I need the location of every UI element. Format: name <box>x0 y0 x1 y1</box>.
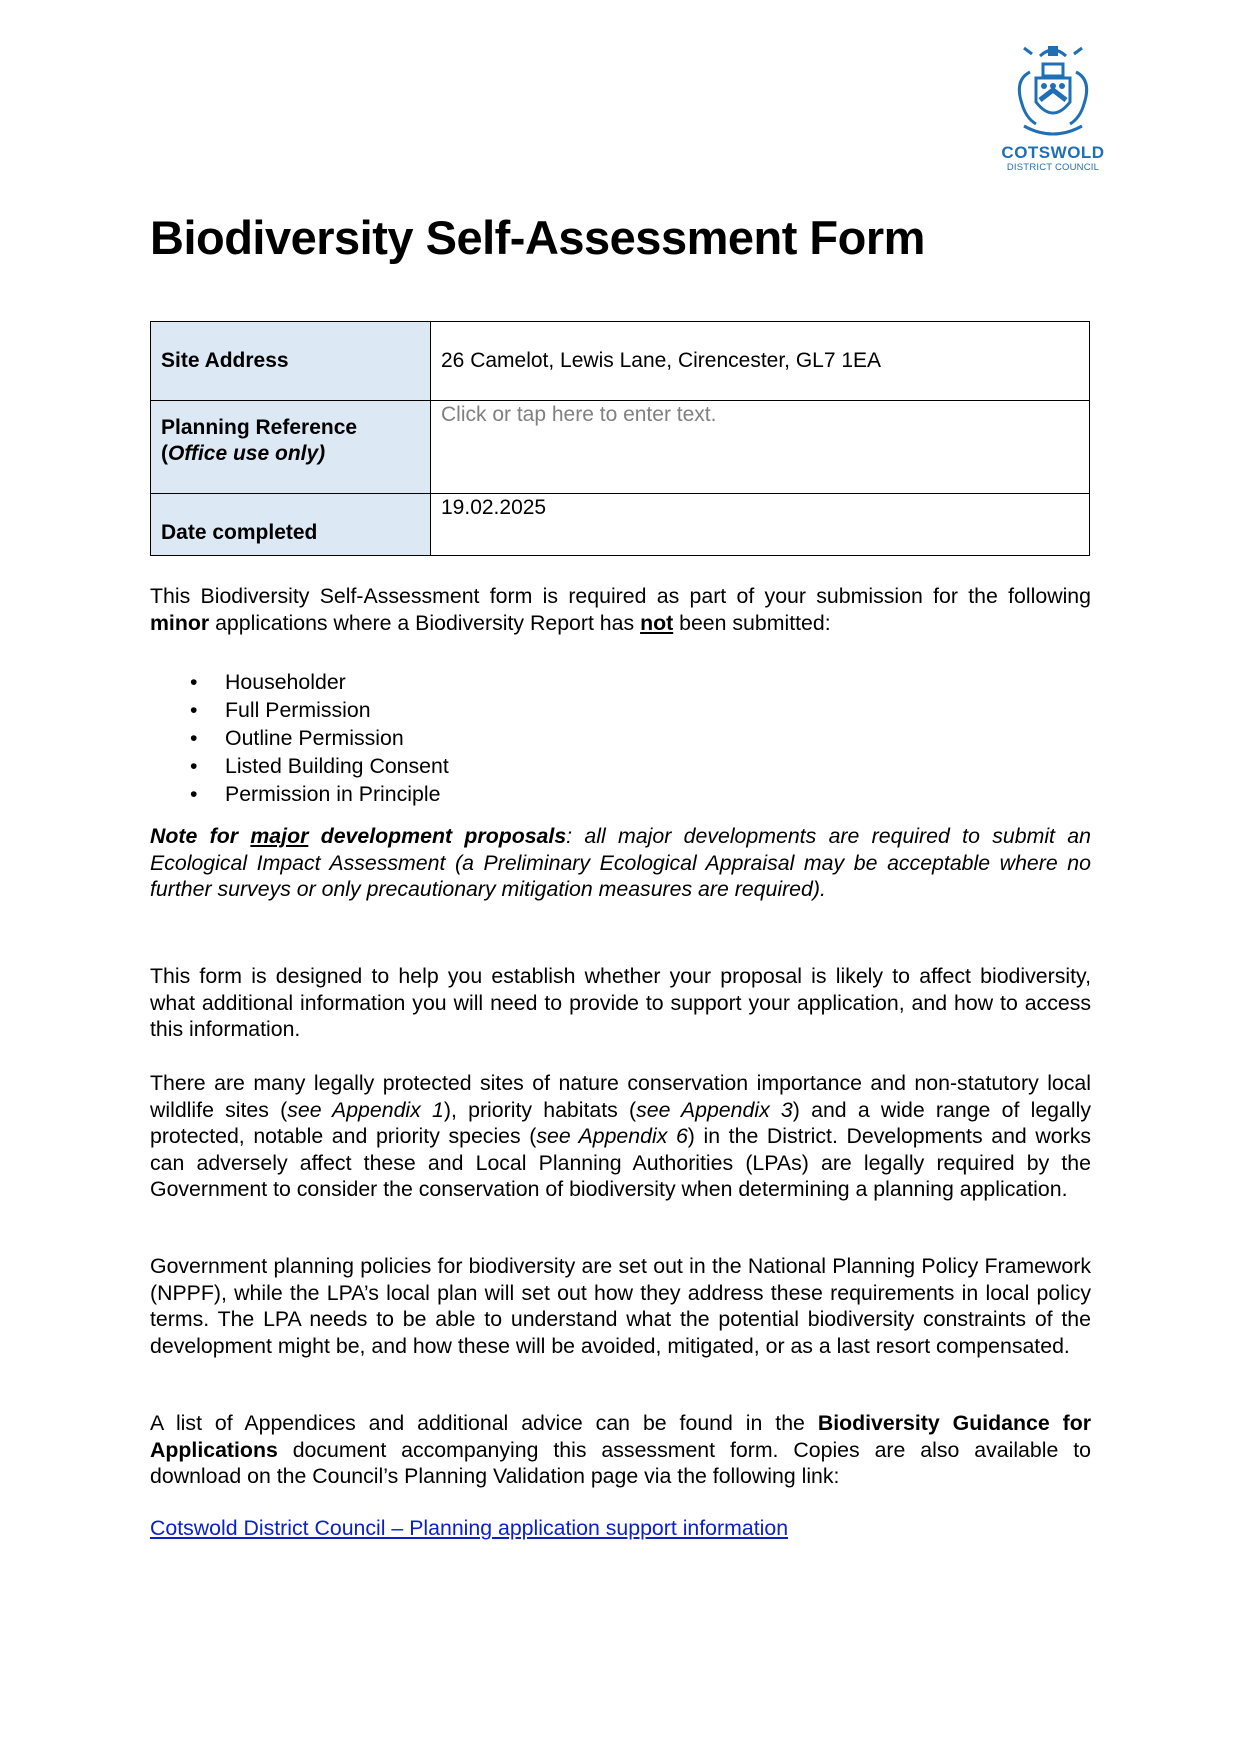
note-heading <box>150 824 566 848</box>
intro-text: been submitted: <box>673 610 831 635</box>
appendices-paragraph <box>150 1410 1091 1490</box>
list-item: • Listed Building Consent <box>150 752 449 780</box>
note-heading-text: Note for <box>150 824 251 848</box>
table-row <box>151 322 1090 401</box>
list-item: • Permission in Principle <box>150 780 449 808</box>
site-address-field[interactable]: 26 Camelot, Lewis Lane, Cirencester, GL7 1EA <box>431 322 1090 401</box>
list-item: • Outline Permission <box>150 724 449 752</box>
appendix-1-ref: see Appendix 1 <box>287 1097 444 1122</box>
purpose-text: This form is designed to help you establish whether your proposal is likely to affect biodiversity, what additional information you will need to provide to support your application, and how to access this information. <box>150 964 1091 1041</box>
planning-reference-title: Planning Reference <box>161 416 358 439</box>
planning-reference-label <box>151 401 431 494</box>
date-completed-label: Date completed <box>151 494 431 556</box>
list-item: • Householder <box>150 668 449 696</box>
purpose-paragraph <box>150 963 1091 1043</box>
table-row <box>151 494 1090 556</box>
intro-paragraph <box>150 583 1091 636</box>
guidance-document-name: Biodiversity Guidance for Applications <box>150 1411 1091 1462</box>
sites-text: ) in the District. Developments and works can adversely affect these and Local Planning Authorities (LPAs) are legally required by the Government to consider the conservation of biodiversity when determining a planning application. <box>150 1124 1091 1201</box>
council-logo <box>993 42 1113 173</box>
policy-paragraph <box>150 1253 1091 1359</box>
applications-list <box>150 668 449 808</box>
protected-sites-paragraph <box>150 1070 1091 1203</box>
minor-emphasis: minor <box>150 610 210 635</box>
site-address-label: Site Address <box>151 322 431 401</box>
site-info-table <box>150 321 1090 556</box>
not-emphasis: not <box>640 610 674 635</box>
sites-text: There are many legally protected sites of nature conservation importance and non-statutory local wildlife sites ( <box>150 1071 1091 1122</box>
list-item: • Full Permission <box>150 696 449 724</box>
logo-line1: COTSWOLD <box>1001 143 1105 162</box>
major-emphasis: major <box>250 824 309 848</box>
note-body: all major developments are required to submit an Ecological Impact Assessment (a Preliminary Ecological Appraisal may be acceptable where no further surveys or only precautionary mitigation measures are required). <box>150 824 1091 901</box>
appendix-3-ref: see Appendix 3 <box>636 1097 793 1122</box>
intro-text: This Biodiversity Self-Assessment form is required as part of your submission for the following <box>150 584 1091 608</box>
office-use-only-note: Office use only) <box>168 442 326 465</box>
note-colon: : <box>566 824 573 848</box>
logo-line2: DISTRICT COUNCIL <box>1006 162 1100 173</box>
sites-text: ), priority habitats ( <box>443 1097 637 1122</box>
sites-text: ) and a wide range of legally protected, notable and priority species ( <box>150 1097 1091 1148</box>
intro-text: applications where a Biodiversity Report has <box>209 610 641 635</box>
planning-reference-field[interactable]: Click or tap here to enter text. <box>431 401 1090 494</box>
appendices-text: A list of Appendices and additional advice can be found in the <box>150 1411 818 1435</box>
appendix-6-ref: see Appendix 6 <box>536 1124 688 1148</box>
policy-text: Government planning policies for biodiversity are set out in the National Planning Policy Framework (NPPF), while the LPA’s local plan will set out how they address these requirements in local policy terms. The LPA needs to be able to understand what the potential biodiversity constraints of the development might be, and how these will be avoided, mitigated, or as a last resort compensated. <box>150 1254 1091 1358</box>
paren-open: ( <box>161 442 168 465</box>
page-title: Biodiversity Self-Assessment Form <box>150 211 925 264</box>
note-heading-text: development proposals <box>308 824 567 848</box>
planning-support-link[interactable]: Cotswold District Council – Planning application support information <box>150 1516 789 1540</box>
major-development-note <box>150 823 1091 903</box>
appendices-text: document accompanying this assessment form. Copies are also available to download on the Council’s Planning Validation page via the following link: <box>150 1437 1091 1488</box>
link-paragraph <box>150 1515 1091 1542</box>
date-completed-field[interactable]: 19.02.2025 <box>431 494 1090 556</box>
coat-of-arms-icon <box>1010 42 1096 142</box>
table-row <box>151 401 1090 494</box>
